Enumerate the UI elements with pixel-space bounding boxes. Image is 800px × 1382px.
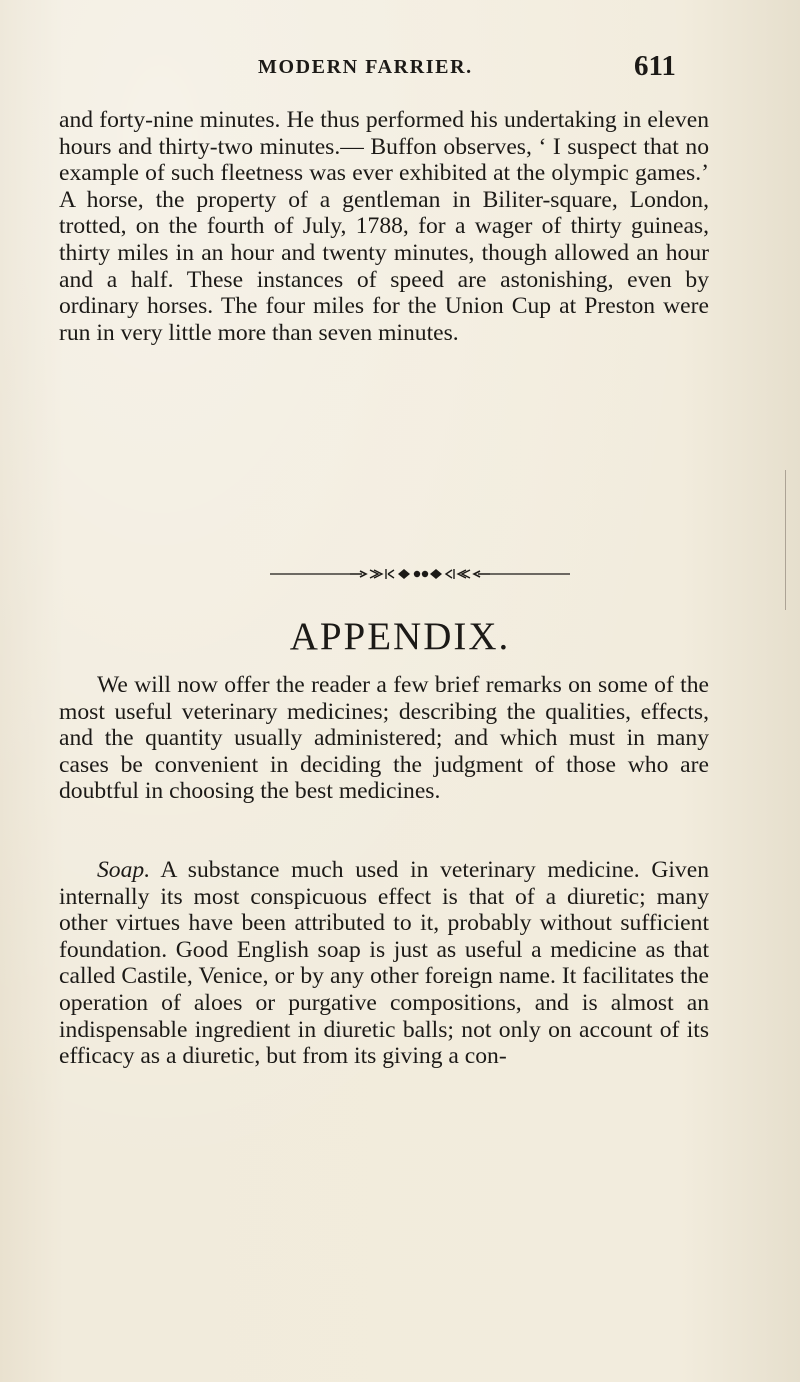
running-head: MODERN FARRIER. [258,56,473,78]
appendix-intro-paragraph: We will now offer the reader a few brief remarks on some of the most useful veterinary medicines; describing the qualities, effects, and the quantity usually administered; and which must in many cases be convenient in deciding the judgment of those who are doubtful in choosing the best medicines. [59,672,709,805]
continuation-paragraph: and forty-nine minutes. He thus performed his undertaking in eleven hours and thirty-two minutes.— Buffon observes, ‘ I suspect that no example of such fleetness was ever exhibited at the olympic games.’ A horse, the property of a gentleman in Biliter-square, London, trotted, on the fourth of July, 1788, for a wager of thirty guineas, thirty miles in an hour and twenty minutes, though allowed an hour and a half. These instances of speed are astonishing, even by ordinary horses. The four miles for the Union Cup at Preston were run in very little more than seven minutes. [59,107,709,346]
entry-term: Soap. [97,857,151,883]
page-edge-shadow [785,470,800,610]
entry-text: A substance much used in veterinary medicine. Given internally its most conspicuous effect is that of a diuretic; many other virtues have been attributed to it, probably without sufficient foundation. Good English soap is just as useful a medicine as that called Castile, Venice, or by any other foreign name. It facilitates the operation of aloes or purgative compositions, and is almost an indispensable ingredient in diuretic balls; not only on account of its efficacy as a diuretic, but from its giving a con- [59,857,709,1070]
page-number: 611 [634,50,676,82]
section-divider-ornament [270,567,570,581]
page-header [0,50,800,86]
soap-entry-paragraph [59,857,709,1070]
appendix-title: APPENDIX. [289,615,511,658]
